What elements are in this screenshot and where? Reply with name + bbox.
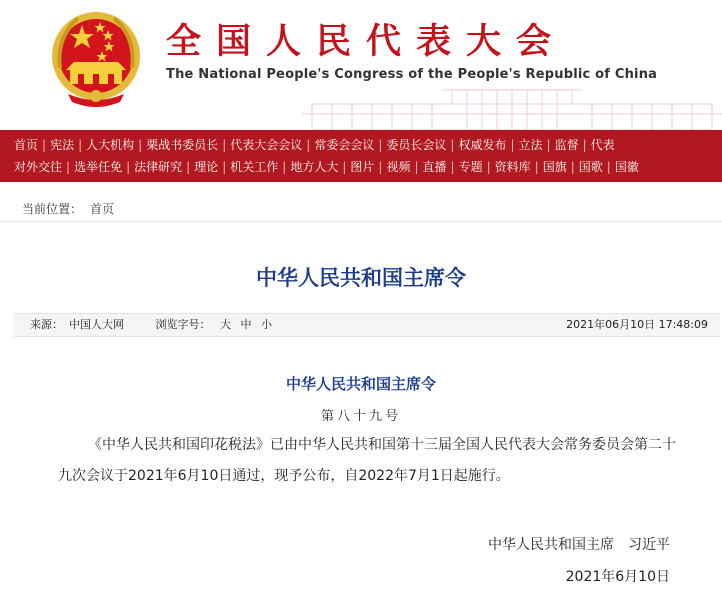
article-body: 《中华人民共和国印花税法》已由中华人民共和国第十三届全国人民代表大会常务委员会第二十九次会议于2021年6月10日通过，现予公布，自2022年7月1日起施行。: [58, 437, 676, 484]
nav-item-row2-10[interactable]: 资料库: [494, 160, 531, 174]
nav-separator: |: [126, 160, 131, 174]
nav-separator: |: [582, 138, 587, 152]
nav-row-2: [14, 156, 722, 178]
nav-item-row2-3[interactable]: 理论: [194, 160, 219, 174]
nav-separator: |: [486, 160, 491, 174]
nav-separator: |: [282, 160, 287, 174]
nav-item-row1-6[interactable]: 委员长会议: [386, 138, 447, 152]
source-value: 中国人大网: [69, 318, 124, 331]
nav-item-row2-2[interactable]: 法律研究: [134, 160, 183, 174]
order-number: 第八十九号: [320, 409, 401, 424]
nav-separator: |: [450, 138, 455, 152]
nav-separator: |: [378, 160, 383, 174]
nav-separator: |: [510, 138, 515, 152]
nav-row-1: [14, 134, 722, 156]
nav-item-row2-9[interactable]: 专题: [458, 160, 483, 174]
nav-item-row2-7[interactable]: 视频: [386, 160, 411, 174]
nav-separator: |: [414, 160, 419, 174]
nav-item-row1-3[interactable]: 栗战书委员长: [146, 138, 219, 152]
font-size-small-button[interactable]: 小: [261, 318, 272, 331]
nav-separator: |: [186, 160, 191, 174]
nav-item-row1-8[interactable]: 立法: [518, 138, 543, 152]
nav-separator: |: [546, 138, 551, 152]
nav-separator: |: [450, 160, 455, 174]
article-meta-bar: [14, 313, 720, 337]
nav-item-row2-8[interactable]: 直播: [422, 160, 447, 174]
site-title-cn: 全国人民代表大会: [166, 22, 567, 62]
main-nav: [0, 130, 722, 182]
publish-datetime: 2021年06月10日 17:48:09: [566, 318, 708, 331]
article-title: 中华人民共和国主席令: [256, 266, 466, 290]
nav-separator: |: [222, 138, 227, 152]
breadcrumb-home-link[interactable]: 首页: [90, 202, 115, 216]
nav-item-row1-2[interactable]: 人大机构: [86, 138, 135, 152]
nav-item-row2-4[interactable]: 机关工作: [230, 160, 279, 174]
nav-separator: |: [138, 138, 143, 152]
nav-separator: |: [606, 160, 611, 174]
breadcrumb-label: 当前位置：: [22, 202, 83, 216]
signature: 中华人民共和国主席 习近平: [488, 537, 670, 553]
nav-separator: |: [78, 138, 83, 152]
breadcrumb: [0, 196, 722, 222]
nav-item-row1-10[interactable]: 代表: [590, 138, 615, 152]
nav-item-row1-1[interactable]: 宪法: [50, 138, 75, 152]
font-size-large-button[interactable]: 大: [220, 318, 231, 331]
nav-separator: |: [66, 160, 71, 174]
site-title-en: The National People's Congress of the People's Republic of China: [166, 67, 658, 82]
nav-item-row2-11[interactable]: 国旗: [542, 160, 567, 174]
font-size-label: 浏览字号：: [155, 318, 211, 331]
national-emblem-icon: [48, 8, 144, 108]
nav-item-row1-5[interactable]: 常委会会议: [314, 138, 375, 152]
great-hall-illustration: [302, 84, 722, 130]
nav-separator: |: [570, 160, 575, 174]
nav-item-row1-7[interactable]: 权威发布: [458, 138, 507, 152]
source-label: 来源：: [30, 318, 63, 331]
nav-item-row1-0[interactable]: 首页: [14, 138, 39, 152]
nav-item-row2-13[interactable]: 国徽: [614, 160, 639, 174]
nav-separator: |: [42, 138, 47, 152]
nav-item-row2-5[interactable]: 地方人大: [290, 160, 339, 174]
sign-date: 2021年6月10日: [565, 569, 670, 585]
nav-separator: |: [342, 160, 347, 174]
nav-separator: |: [378, 138, 383, 152]
nav-item-row2-0[interactable]: 对外交往: [14, 160, 63, 174]
nav-separator: |: [534, 160, 539, 174]
nav-item-row2-12[interactable]: 国歌: [578, 160, 603, 174]
nav-item-row1-4[interactable]: 代表大会会议: [230, 138, 303, 152]
site-header: [0, 0, 722, 130]
nav-separator: |: [306, 138, 311, 152]
nav-item-row1-9[interactable]: 监督: [554, 138, 579, 152]
nav-item-row2-1[interactable]: 选举任免: [74, 160, 123, 174]
order-title: 中华人民共和国主席令: [285, 375, 436, 393]
font-size-medium-button[interactable]: 中: [240, 318, 252, 331]
nav-item-row2-6[interactable]: 图片: [350, 160, 375, 174]
nav-separator: |: [222, 160, 227, 174]
